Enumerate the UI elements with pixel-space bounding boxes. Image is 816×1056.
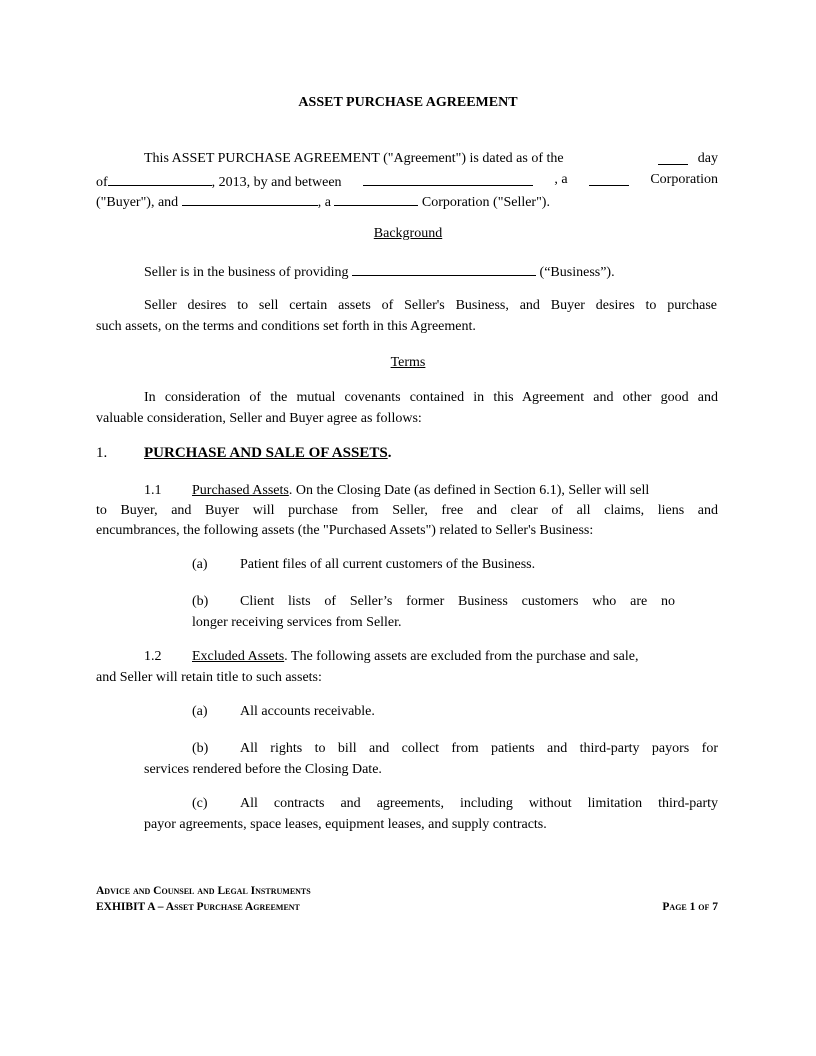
footer-line-2 [96,902,718,914]
preamble-text: of [96,175,108,190]
seller-name-blank [182,193,318,206]
day-blank [658,152,688,165]
s1-2-b-line-1: All rights to bill and collect from patients and third-party payors for [240,741,718,756]
buyer-name-blank [363,173,533,186]
background-text: (“Business”). [539,265,615,280]
preamble-text: , 2013, by and between [211,175,342,190]
s1-2-text: . The following assets are excluded from the purchase and sale, [284,649,639,664]
s1-1-line-2: to Buyer, and Buyer will purchase from Seller, free and clear of all claims, liens and [96,503,718,518]
preamble-line-1 [144,152,718,166]
preamble-text: Corporation [650,172,718,187]
s1-2-b-line-2: services rendered before the Closing Date. [144,762,382,777]
terms-heading: Terms [390,355,426,370]
s1-2-line-2: and Seller will retain title to such assets: [96,670,322,685]
terms-paragraph-line-2: valuable consideration, Seller and Buyer agree as follows: [96,411,422,426]
background-paragraph-2-line-2: such assets, on the terms and conditions set forth in this Agreement. [96,319,476,334]
preamble-text: ("Buyer"), and [96,195,179,210]
month-blank [108,173,212,186]
s1-1-a-label: (a) [192,557,208,572]
section-1-heading [144,446,391,461]
preamble-text: Corporation ("Seller"). [421,195,550,210]
document-title: ASSET PURCHASE AGREEMENT [298,95,518,110]
s1-2-a-label: (a) [192,704,208,719]
s1-1-line-3: encumbrances, the following assets (the "Purchased Assets") related to Seller's Business: [96,523,594,538]
preamble-text: , a [317,195,331,210]
preamble-text: day [697,151,718,166]
section-1-number: 1. [96,445,108,461]
s1-2-a-text: All accounts receivable. [240,704,375,719]
s1-1-line-1 [192,484,718,498]
preamble-text: This ASSET PURCHASE AGREEMENT ("Agreement") is dated as of the [144,151,564,166]
footer-line-1 [96,886,311,898]
background-paragraph-2-line-1: Seller desires to sell certain assets of Seller's Business, and Buyer desires to purchase [144,298,717,313]
seller-state-blank [334,193,418,206]
terms-paragraph-line-1: In consideration of the mutual covenants contained in this Agreement and other good and [144,390,718,405]
s1-1-b-label: (b) [192,594,209,609]
s1-1-a-text: Patient files of all current customers of the Business. [240,557,536,572]
preamble-line-2 [96,173,718,190]
s1-1-text: . On the Closing Date (as defined in Section 6.1), Seller will sell [288,483,650,498]
s1-1-title: Purchased Assets [192,483,289,498]
business-blank [352,263,536,276]
background-paragraph-1 [144,263,615,280]
footer-exhibit-label: EXHIBIT A – Asset Purchase Agreement [96,901,300,913]
s1-2-b-label: (b) [192,741,209,756]
buyer-state-blank [589,173,629,186]
s1-1-b-line-1: Client lists of Seller’s former Business customers who are no [240,594,675,609]
background-text: Seller is in the business of providing [144,265,349,280]
s1-2-c-line-1: All contracts and agreements, including without limitation third-party [240,796,718,811]
footer-organization: Advice and Counsel and Legal Instruments [96,885,311,897]
preamble-text: , a [554,172,568,187]
s1-2-line-1 [192,650,718,664]
s1-2-title: Excluded Assets [192,649,285,664]
preamble-line-3 [96,193,550,210]
s1-1-b-line-2: longer receiving services from Seller. [192,615,402,630]
s1-2-number: 1.2 [144,649,162,664]
background-heading: Background [373,226,443,241]
s1-2-c-line-2: payor agreements, space leases, equipment leases, and supply contracts. [144,817,547,832]
section-1-heading-period: . [387,445,392,461]
s1-2-c-label: (c) [192,796,208,811]
s1-1-number: 1.1 [144,483,162,498]
section-1-heading-text: PURCHASE AND SALE OF ASSETS [144,445,388,461]
footer-page-number: Page 1 of 7 [662,901,718,913]
